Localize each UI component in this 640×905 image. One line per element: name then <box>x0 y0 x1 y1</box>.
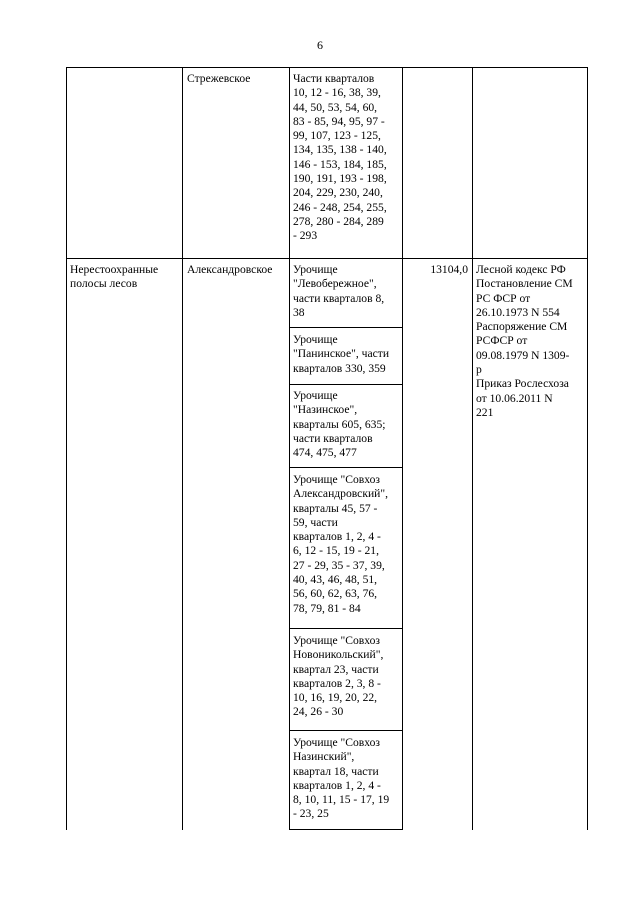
table-col-divider-2 <box>289 67 290 830</box>
row1-location: Части кварталов 10, 12 - 16, 38, 39, 44, 50, 53, 54, 60, 83 - 85, 94, 95, 97 - 99, 107, 123 - 125, 134, 135, 138 - 140, 146 - 153, 184, 185, 190, 191, 193 - 198, 204, 229, 230, 240, 246 - 248, 254, 255, 278, 280 - 284, 289 - 293 <box>293 72 387 243</box>
row2-location-3: Урочище "Назинское", кварталы 605, 635; части кварталов 474, 475, 477 <box>293 389 386 460</box>
row2-location-5: Урочище "Совхоз Новоникольский", квартал 23, части кварталов 2, 3, 8 - 10, 16, 19, 20, 22, 24, 26 - 30 <box>293 634 384 719</box>
row2-area: 13104,0 <box>430 263 468 276</box>
row2-location-4: Урочище "Совхоз Александровский", кварталы 45, 57 - 59, части кварталов 1, 2, 4 - 6, 12 - 15, 19 - 21, 27 - 29, 35 - 37, 39, 40, 43, 46, 48, 51, 56, 60, 62, 63, 76, 78, 79, 81 - 84 <box>293 473 389 615</box>
location-divider-6 <box>289 829 403 830</box>
row1-district: Стрежевское <box>187 72 251 85</box>
row2-category: Нерестоохранные полосы лесов <box>70 263 159 291</box>
table-col-divider-3 <box>402 67 403 830</box>
row2-location-2: Урочище "Панинское", части кварталов 330, 359 <box>293 333 390 375</box>
location-divider-4 <box>289 628 403 629</box>
row2-district: Александровское <box>187 263 273 276</box>
table-col-divider-1 <box>182 67 183 830</box>
table-border-left <box>66 67 67 830</box>
location-divider-2 <box>289 384 403 385</box>
row2-location-1: Урочище "Левобережное", части кварталов 8, 38 <box>293 263 385 319</box>
page-number: 6 <box>317 38 323 52</box>
table-row-divider <box>66 258 588 259</box>
table-col-divider-4 <box>472 67 473 830</box>
location-divider-1 <box>289 327 403 328</box>
row2-location-6: Урочище "Совхоз Назинский", квартал 18, части кварталов 1, 2, 4 - 8, 10, 11, 15 - 17, 19 - 23, 25 <box>293 736 390 821</box>
location-divider-3 <box>289 467 403 468</box>
row2-legal-basis: Лесной кодекс РФ Постановление СМ РС ФСР от 26.10.1973 N 554 Распоряжение СМ РСФСР от 09.08.1979 N 1309- р Приказ Рослесхоза от 10.06.2011 N 221 <box>476 263 573 419</box>
table-border-right <box>587 67 588 830</box>
location-divider-5 <box>289 730 403 731</box>
table-border-top <box>66 67 588 68</box>
